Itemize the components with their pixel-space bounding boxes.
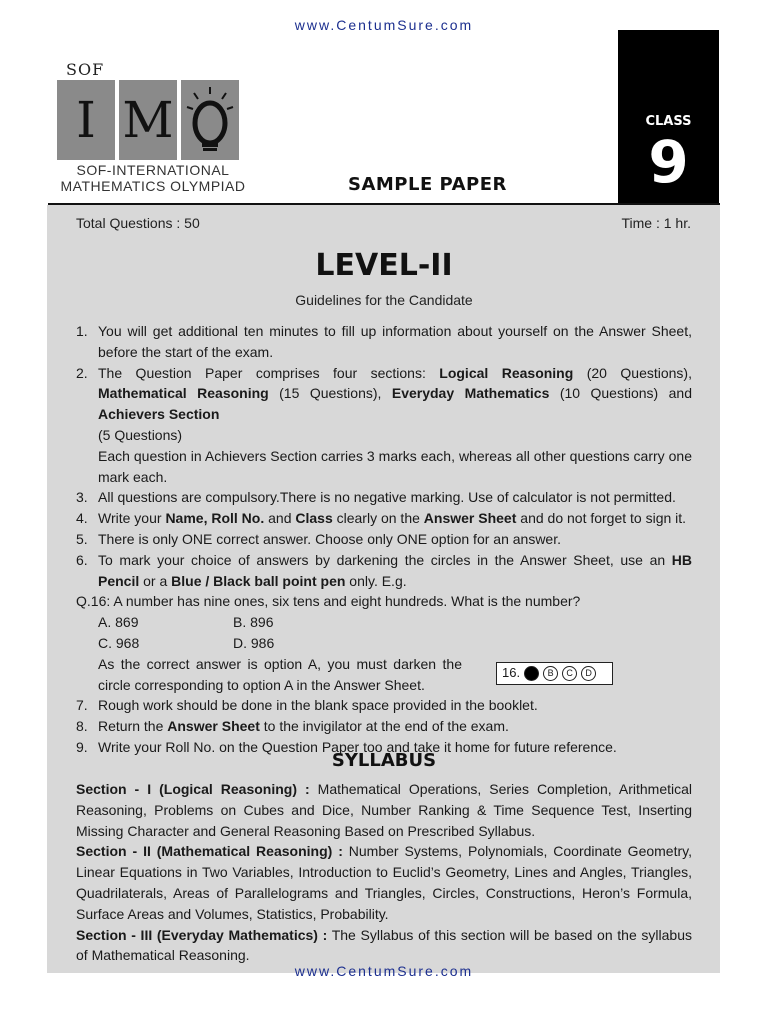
syllabus-section-3: Section - III (Everyday Mathematics) : The Syllabus of this section will be based on the syllabus of Mathematical Reasoning. <box>76 926 693 964</box>
example-options <box>76 612 692 633</box>
bubble-question-number: 16. <box>502 664 521 680</box>
guideline-item: 3. All questions are compulsory.There is no negative marking. Use of calculator is not permitted. <box>76 489 676 506</box>
sample-paper-title: SAMPLE PAPER <box>348 174 507 195</box>
example-options <box>76 633 692 654</box>
total-questions: Total Questions : 50 <box>76 215 200 231</box>
logo-letter-i: I <box>57 80 115 160</box>
logo-subtitle: SOF-INTERNATIONAL MATHEMATICS OLYMPIAD <box>60 162 246 194</box>
guideline-item: 5. There is only ONE correct answer. Choose only ONE option for an answer. <box>76 530 561 547</box>
sof-logo-text: SOF <box>66 60 105 79</box>
bubble-a-filled-icon <box>524 666 539 681</box>
bubble-c-icon: C <box>562 666 577 681</box>
class-badge <box>618 30 719 204</box>
class-number: 9 <box>648 128 689 196</box>
time-limit: Time : 1 hr. <box>621 215 691 231</box>
logo-letter-m: M <box>119 80 177 160</box>
guideline-item: 4. Write your Name, Roll No. and Class clearly on the Answer Sheet and do not forget to sign it. <box>76 510 687 527</box>
option-d: D. 986 <box>233 634 275 651</box>
website-url-top[interactable]: www.CentumSure.com <box>294 17 474 33</box>
option-c: C. 968 <box>98 634 140 651</box>
example-explanation-row <box>76 654 692 696</box>
guideline-item: 7. Rough work should be done in the blank space provided in the booklet. <box>76 697 538 714</box>
guideline-item: 9. Write your Roll No. on the Question Paper too and take it home for future reference. <box>76 738 617 755</box>
example-question: Q.16: A number has nine ones, six tens and eight hundreds. What is the number? <box>76 593 581 610</box>
guideline-item: 8. Return the Answer Sheet to the invigilator at the end of the exam. <box>76 718 509 735</box>
logo-bulb-icon <box>181 80 239 160</box>
answer-bubble-sample <box>496 662 613 685</box>
website-url-bottom[interactable]: www.CentumSure.com <box>294 963 474 979</box>
option-b: B. 896 <box>233 614 274 631</box>
bubble-d-icon: D <box>581 666 596 681</box>
class-label: CLASS <box>645 114 692 129</box>
syllabus-section-1: Section - I (Logical Reasoning) : Mathematical Operations, Series Completion, Arithmetical Reasoning, Problems on Cubes and Dice, Number Ranking & Time Sequence Test, Inserting Missing Character and General Reasoning Based on Prescribed Syllabus. <box>76 781 692 839</box>
syllabus-title: SYLLABUS <box>331 750 437 771</box>
guideline-item: 1. You will get additional ten minutes to fill up information about yourself on the Answer Sheet, before the start of the exam. <box>76 323 692 360</box>
guideline-item: 2. The Question Paper comprises four sections: Logical Reasoning (20 Questions), Mathematical Reasoning (15 Questions), Everyday Mathematics (10 Questions) and Achievers Section (5 Questions) <box>76 364 692 443</box>
level-title: LEVEL-II <box>315 248 453 283</box>
imo-logo <box>57 80 239 160</box>
guidelines-heading: Guidelines for the Candidate <box>295 292 473 308</box>
syllabus-body <box>76 779 692 966</box>
guideline-note: Each question in Achievers Section carries 3 marks each, whereas all other questions carry one mark each. <box>98 447 692 485</box>
option-a: A. 869 <box>98 614 139 631</box>
syllabus-section-2: Section - II (Mathematical Reasoning) : Number Systems, Polynomials, Coordinate Geometry, Linear Equations in Two Variables, Introduction to Euclid’s Geometry, Lines and Angles, Triangles, Quadrilaterals, Areas of Parallelograms and Triangles, Circles, Constructions, Heron’s Formula, Surface Areas and Volumes, Statistics, Probability. <box>76 843 692 922</box>
guidelines-list <box>76 321 692 758</box>
guideline-item: 6. To mark your choice of answers by darkening the circles in the Answer Sheet, use an HB Pencil or a Blue / Black ball point pen only. E.g. <box>76 551 692 589</box>
example-explanation: As the correct answer is option A, you must darken the circle corresponding to option A in the Answer Sheet. <box>98 655 462 693</box>
bubble-b-icon: B <box>543 666 558 681</box>
